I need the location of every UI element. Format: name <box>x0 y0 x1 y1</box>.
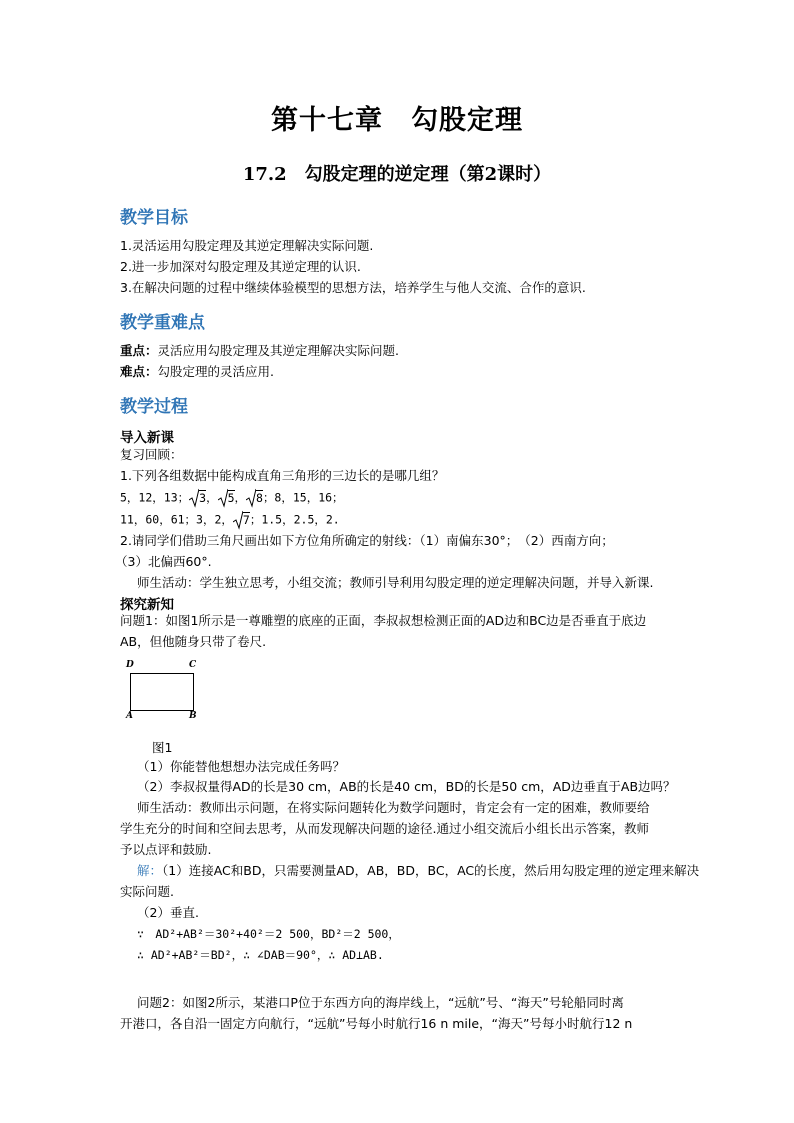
sqrt-8-value: 8 <box>256 490 263 505</box>
sqrt-radical-icon <box>233 510 243 530</box>
solution-1-text: （1）连接AC和BD，只需要测量AD，AB，BD，BC，AC的长度，然后用勾股定理的逆定理来解决 <box>162 863 700 878</box>
activity-2-line-2: 学生充分的时间和空间去思考，从而发现解决问题的途径.通过小组交流后小组长出示答案，教师 <box>120 821 649 836</box>
solution-label: 解： <box>137 863 163 878</box>
solution-1-cont: 实际问题. <box>120 884 174 899</box>
question-2: 2.请同学们借助三角尺画出如下方位角所确定的射线：（1）南偏东30°； （2）西南方向； <box>120 533 614 548</box>
review-label: 复习回顾： <box>120 447 183 462</box>
objective-item-2: 2.进一步加深对勾股定理及其逆定理的认识. <box>120 259 361 274</box>
problem-1-cont: AB，但他随身只带了卷尺. <box>120 634 267 649</box>
vertex-label-a: A <box>126 711 133 721</box>
process-heading: 教学过程 <box>120 397 188 417</box>
data-set-line2-b: ；1.5，2.5，2. <box>249 512 340 527</box>
explore-heading: 探究新知 <box>120 597 174 613</box>
figure-1-rectangle <box>120 660 210 724</box>
figure-1-caption: 图1 <box>152 740 173 755</box>
vertex-label-c: C <box>189 660 197 670</box>
activity-1: 师生活动：学生独立思考，小组交流；教师引导利用勾股定理的逆定理解决问题，并导入新课. <box>137 575 654 590</box>
difficulty-line <box>120 364 274 380</box>
solution-4: ∴ AD²+AB²＝BD²，∴ ∠DAB＝90°，∴ AD⊥AB. <box>137 948 384 962</box>
vertex-label-b: B <box>189 711 197 721</box>
difficulty-text: 勾股定理的灵活应用. <box>157 364 274 379</box>
problem-1: 问题1：如图1所示是一尊雕塑的底座的正面，李叔叔想检测正面的AD边和BC边是否垂直于底边 <box>120 613 647 628</box>
problem-2-line-2: 开港口，各自沿一固定方向航行，“远航”号每小时航行16 n mile，“海天”号每小时航行12 n <box>120 1016 633 1031</box>
data-set-d: ；8，15，16； <box>262 490 344 505</box>
question-1-data-line-1 <box>120 488 344 508</box>
objective-item-1: 1.灵活运用勾股定理及其逆定理解决实际问题. <box>120 238 374 253</box>
key-point-text: 灵活应用勾股定理及其逆定理解决实际问题. <box>157 343 399 358</box>
sqrt-3-value: 3 <box>199 490 207 505</box>
difficulty-label: 难点： <box>120 364 158 379</box>
question-1: 1.下列各组数据中能构成直角三角形的三边长的是哪几组？ <box>120 468 445 483</box>
question-1-data-line-2 <box>120 510 340 530</box>
sqrt-radical-icon <box>246 488 256 508</box>
solution-2: （2）垂直. <box>137 905 199 920</box>
data-set-line2-a: 11，60，61；3，2， <box>120 512 233 527</box>
intro-heading: 导入新课 <box>120 430 174 446</box>
key-point-label: 重点： <box>120 343 158 358</box>
sqrt-radical-icon <box>189 488 199 508</box>
lesson-title: 17.2 勾股定理的逆定理（第2课时） <box>242 164 552 185</box>
key-points-heading: 教学重难点 <box>120 313 205 333</box>
activity-2-line-1: 师生活动：教师出示问题，在将实际问题转化为数学问题时，肯定会有一定的困难，教师要给 <box>137 800 650 815</box>
separator-1: ， <box>206 490 218 505</box>
solution-1 <box>137 863 699 879</box>
solution-3: ∵ AD²+AB²＝30²+40²＝2 500，BD²＝2 500， <box>137 927 400 941</box>
problem-1-question-2: （2）李叔叔量得AD的长是30 cm，AB的长是40 cm，BD的长是50 cm，AD边垂直于AB边吗？ <box>137 779 676 794</box>
vertex-label-d: D <box>126 660 134 670</box>
rectangle-shape <box>130 673 194 711</box>
key-point-line <box>120 343 399 359</box>
activity-2-line-3: 予以点评和鼓励. <box>120 842 212 857</box>
data-set-a: 5，12，13； <box>120 490 190 505</box>
problem-2-line-1: 问题2：如图2所示，某港口P位于东西方向的海岸线上，“远航”号、“海天”号轮船同时离 <box>137 995 624 1010</box>
objective-item-3: 3.在解决问题的过程中继续体验模型的思想方法，培养学生与他人交流、合作的意识. <box>120 280 586 295</box>
objectives-heading: 教学目标 <box>120 208 188 228</box>
sqrt-5-value: 5 <box>227 490 235 505</box>
problem-1-question-1: （1）你能替他想想办法完成任务吗？ <box>137 759 345 774</box>
question-2-cont: （3）北偏西60°. <box>115 554 212 569</box>
separator-2: ， <box>234 490 246 505</box>
sqrt-7-value: 7 <box>242 512 250 527</box>
chapter-title: 第十七章 勾股定理 <box>271 105 523 136</box>
sqrt-radical-icon <box>218 488 228 508</box>
